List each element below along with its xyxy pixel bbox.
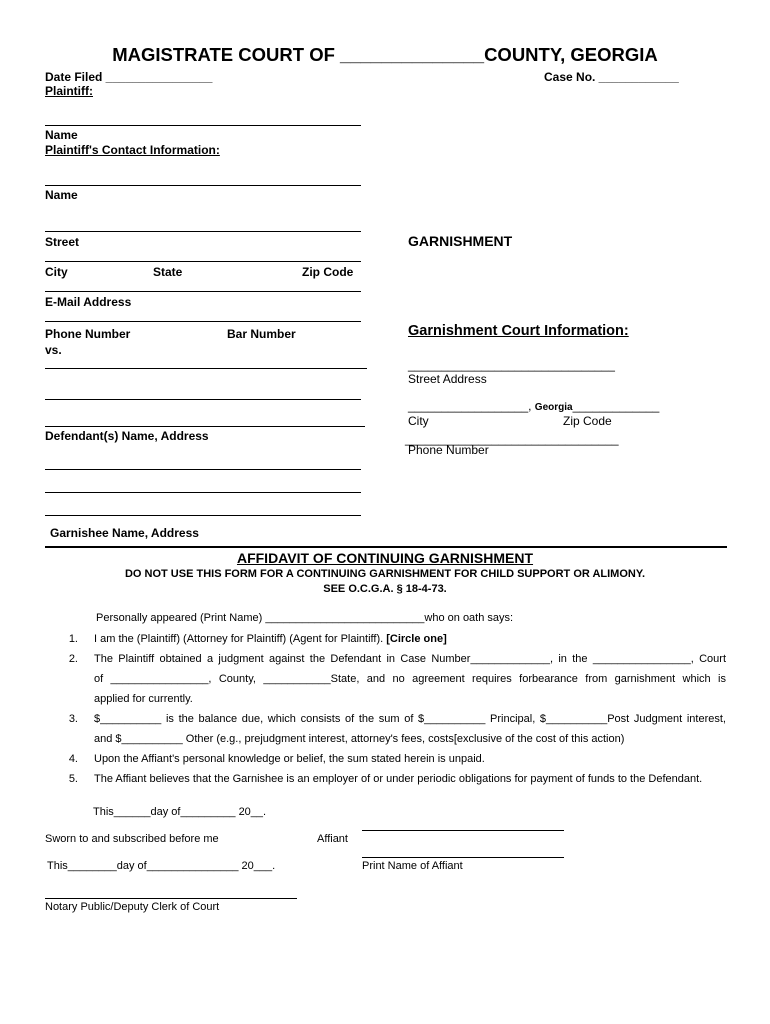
date-filed-field[interactable]: Date Filed ________________ (45, 70, 213, 84)
phone-label: Phone Number (45, 327, 131, 341)
street-label: Street (45, 235, 80, 249)
affiant-label: Affiant (317, 833, 348, 845)
contact-name-label: Name (45, 188, 78, 202)
section-divider (45, 546, 727, 548)
item-number: 2. (68, 653, 78, 665)
item-2-line-1[interactable]: The Plaintiff obtained a judgment against the Defendant in Case Number_____________, in the ________________, Court (94, 653, 726, 665)
item-1-circle-one: [Circle one] (386, 633, 447, 645)
affiant-print-name-line[interactable] (362, 857, 564, 858)
item-1-text (94, 633, 447, 645)
affidavit-warning: DO NOT USE THIS FORM FOR A CONTINUING GARNISHMENT FOR CHILD SUPPORT OR ALIMONY. (124, 568, 646, 580)
zip-label: Zip Code (302, 265, 354, 279)
notary-signature-line[interactable] (45, 898, 297, 899)
versus-label: vs. (45, 343, 62, 357)
street-line[interactable] (45, 231, 361, 232)
plaintiff-contact-label: Plaintiff's Contact Information: (45, 143, 220, 157)
garnishee-line-3[interactable] (45, 515, 361, 516)
court-zip-label: Zip Code (563, 414, 612, 428)
plaintiff-label: Plaintiff: (45, 84, 93, 98)
day-of-field-1[interactable]: This______day of_________ 20__. (93, 806, 267, 818)
email-label: E-Mail Address (45, 295, 132, 309)
court-zip-line: _____________ (572, 399, 660, 413)
court-info-heading: Garnishment Court Information: (408, 323, 629, 339)
defendant-line-2[interactable] (45, 399, 361, 400)
item-2-line-2[interactable]: of ________________, County, ___________State, and no agreement requires forbearance from garnishment which is (94, 673, 726, 685)
notary-label: Notary Public/Deputy Clerk of Court (45, 901, 220, 913)
defendant-line-1[interactable] (45, 368, 367, 369)
garnishee-label: Garnishee Name, Address (50, 526, 199, 540)
email-line[interactable] (45, 291, 361, 292)
court-phone-label: Phone Number (408, 443, 489, 457)
sworn-label: Sworn to and subscribed before me (45, 833, 219, 845)
georgia-label: Georgia (534, 402, 573, 413)
affidavit-intro[interactable]: Personally appeared (Print Name) __________________________who on oath says: (96, 612, 514, 624)
item-3-line-1[interactable]: $__________ is the balance due, which consists of the sum of $__________ Principal, $__________Post Judgment interest, (94, 713, 726, 725)
court-street-line[interactable]: _______________________________ (408, 358, 615, 372)
print-name-label: Print Name of Affiant (362, 860, 463, 872)
court-street-label: Street Address (408, 372, 487, 386)
defendant-label: Defendant(s) Name, Address (45, 429, 209, 443)
case-number-field[interactable]: Case No. ____________ (544, 70, 679, 84)
garnishment-heading: GARNISHMENT (408, 233, 513, 249)
state-label: State (153, 265, 183, 279)
plaintiff-name-label: Name (45, 128, 78, 142)
day-of-field-2[interactable]: This________day of_______________ 20___. (47, 860, 276, 872)
item-number: 1. (68, 633, 78, 645)
affidavit-code-reference: SEE O.C.G.A. § 18-4-73. (323, 583, 447, 595)
item-3-line-2[interactable]: and $__________ Other (e.g., prejudgment interest, attorney's fees, costs[exclusive of the cost of this action) (94, 733, 625, 745)
city-label: City (45, 265, 68, 279)
defendant-line-3[interactable] (45, 426, 365, 427)
garnishee-line-1[interactable] (45, 469, 361, 470)
item-2-line-3: applied for currently. (94, 693, 193, 705)
court-city-georgia-line[interactable] (408, 399, 659, 413)
city-state-zip-line[interactable] (45, 261, 361, 262)
item-4-text: Upon the Affiant's personal knowledge or belief, the sum stated herein is unpaid. (94, 753, 485, 765)
plaintiff-name-line[interactable] (45, 125, 361, 126)
form-title: MAGISTRATE COURT OF ______________COUNTY, GEORGIA (112, 44, 658, 65)
bar-number-label: Bar Number (227, 327, 296, 341)
item-number: 5. (68, 773, 78, 785)
contact-name-line[interactable] (45, 185, 361, 186)
court-city-line: __________________, (408, 399, 535, 413)
item-5-text: The Affiant believes that the Garnishee is an employer of or under periodic obligations for payment of funds to the Defendant. (94, 773, 703, 785)
item-1-body: I am the (Plaintiff) (Attorney for Plaintiff) (Agent for Plaintiff). (94, 633, 387, 645)
garnishee-line-2[interactable] (45, 492, 361, 493)
court-city-label: City (408, 414, 429, 428)
phone-bar-line[interactable] (45, 321, 361, 322)
item-number: 3. (68, 713, 78, 725)
court-phone-line[interactable]: ________________________________ (405, 432, 619, 446)
affiant-signature-line[interactable] (362, 830, 564, 831)
affidavit-title: AFFIDAVIT OF CONTINUING GARNISHMENT (236, 550, 534, 566)
item-number: 4. (68, 753, 78, 765)
